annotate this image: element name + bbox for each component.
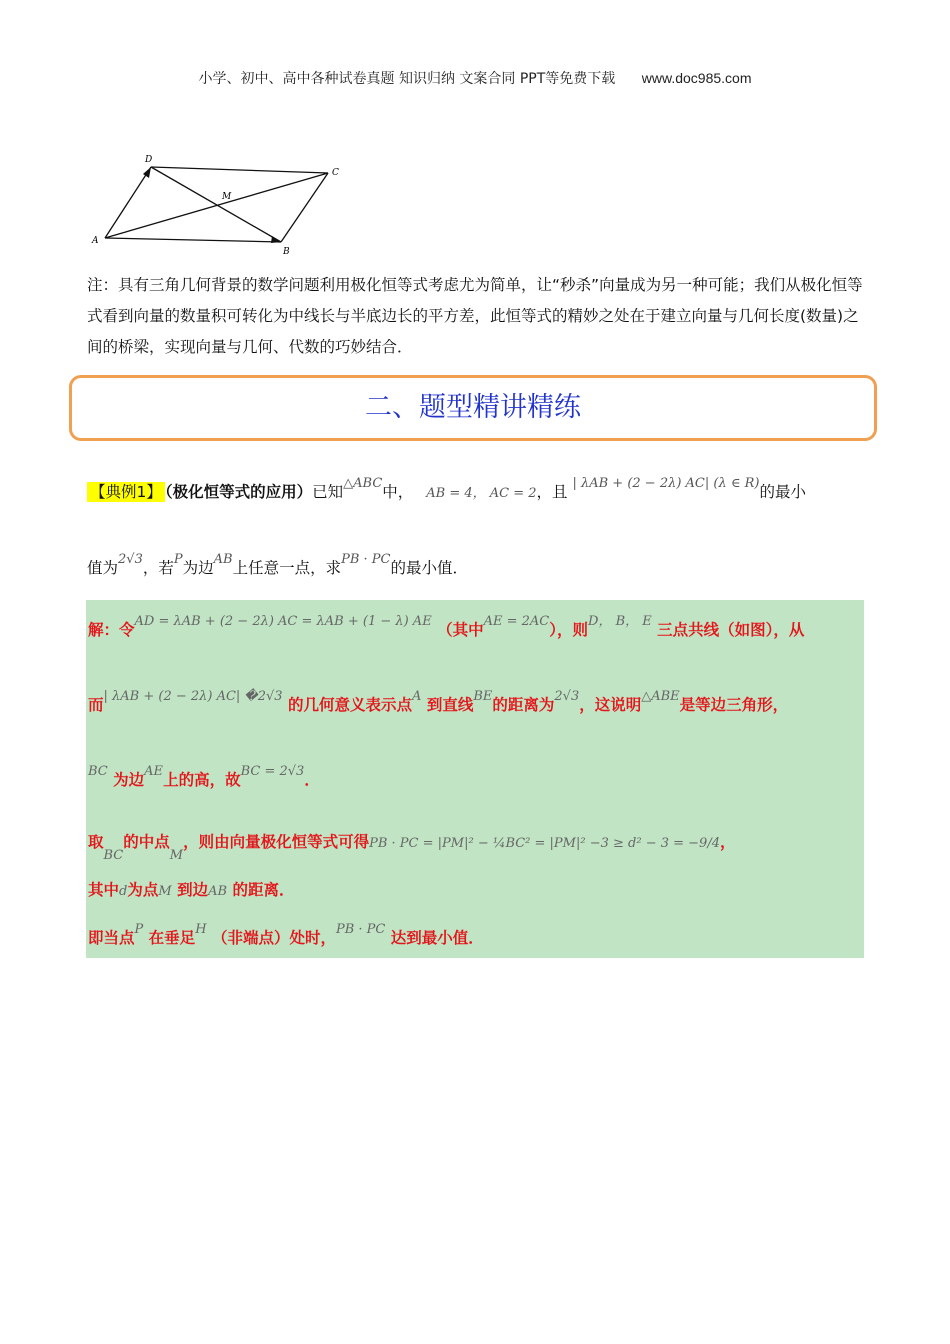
- text: 的最小: [759, 483, 806, 501]
- text: 在垂足: [148, 929, 196, 947]
- math: M: [169, 848, 184, 863]
- text: ，则由向量极化恒等式可得: [183, 833, 370, 851]
- math: PB · PC: [335, 922, 386, 937]
- header-site[interactable]: www.doc985.com: [641, 70, 752, 86]
- math: H: [195, 922, 207, 937]
- math: AD = λAB + (2 − 2λ) AC = λAB + (1 − λ) AE: [134, 614, 432, 629]
- math: D， B， E: [588, 614, 652, 629]
- text: 已知: [312, 483, 344, 501]
- text: 上的高，故: [163, 771, 241, 789]
- text: ，这说明: [579, 696, 642, 714]
- text: 取: [88, 833, 104, 851]
- text: ，: [719, 833, 736, 851]
- text: 的距离．: [232, 881, 295, 899]
- label-m: M: [222, 192, 232, 202]
- math: AB: [213, 552, 233, 567]
- text: 解：令: [88, 621, 135, 639]
- label-b: B: [283, 247, 290, 257]
- solution-box: [86, 600, 864, 958]
- math: 2√3: [118, 552, 143, 567]
- text: 的最小值．: [390, 559, 469, 577]
- parallelogram-figure: [88, 150, 358, 260]
- math: PB · PC: [341, 552, 391, 567]
- text: ，且: [536, 483, 568, 501]
- text: （非端点）处时，: [211, 929, 336, 947]
- label-d: D: [145, 155, 153, 165]
- edge-bc: [281, 173, 328, 242]
- label-a: A: [92, 236, 99, 246]
- text: 到直线: [426, 696, 474, 714]
- text: 为边: [182, 559, 214, 577]
- math: AB = 4， AC = 2: [426, 486, 537, 501]
- example-line-1: [87, 476, 806, 502]
- math: AE = 2AC: [483, 614, 550, 629]
- edge-ab: [105, 238, 281, 242]
- text: （其中: [437, 621, 484, 639]
- label-c: C: [332, 168, 339, 178]
- text: 中，: [382, 483, 414, 501]
- math: | λAB + (2 − 2λ) AC| (λ ∈ R): [572, 476, 760, 491]
- text: 上任意一点，求: [232, 559, 342, 577]
- text: 为点: [127, 881, 159, 899]
- section-title-box: [69, 375, 877, 441]
- math: AE: [144, 764, 164, 779]
- edge-dc: [151, 167, 328, 173]
- text: 的中点: [123, 833, 170, 851]
- text: 到边: [177, 881, 209, 899]
- math: M: [158, 884, 172, 899]
- math: P: [134, 922, 144, 937]
- example-topic: （极化恒等式的应用）: [164, 483, 313, 501]
- section-title: 二、题型精讲精练: [365, 392, 581, 423]
- text: 的距离为: [492, 696, 555, 714]
- text: 是等边三角形，: [679, 696, 789, 714]
- example-line-2: [87, 552, 469, 578]
- text: 三点共线（如图），从: [657, 621, 805, 639]
- math: 2√3: [554, 689, 580, 704]
- note-paragraph: 注：具有三角几何背景的数学问题利用极化恒等式考虑尤为简单，让“秒杀”向量成为另一种可能；我们从极化恒等式看到向量的数量积可转化为中线长与半底边长的平方差，此恒等式的精妙之处在于建立向量与几何长度(数量)之间的桥梁，实现向量与几何、代数的巧妙结合．: [87, 276, 863, 356]
- math: P: [173, 552, 183, 567]
- text: ，若: [142, 559, 174, 577]
- text: 为边: [113, 771, 145, 789]
- text: ．: [304, 771, 320, 789]
- text: 而: [88, 696, 104, 714]
- math: BC: [103, 848, 124, 863]
- solution-line-6: [88, 922, 484, 948]
- page-header: [0, 68, 950, 88]
- text: 达到最小值．: [390, 929, 484, 947]
- math: d: [119, 884, 128, 899]
- solution-line-2: [88, 689, 789, 715]
- text: ），则: [549, 621, 589, 639]
- solution-line-1: [88, 614, 805, 640]
- math: BE: [473, 689, 493, 704]
- math: BC: [88, 764, 108, 779]
- math: | λAB + (2 − 2λ) AC| �2√3: [103, 689, 283, 704]
- text: 其中: [88, 881, 120, 899]
- text: 值为: [87, 559, 119, 577]
- edge-ad: [105, 167, 151, 238]
- diagonal-db: [151, 167, 281, 242]
- math: A: [412, 689, 422, 704]
- math: △ABC: [343, 476, 383, 491]
- math: PB · PC = |PM|² − ¼BC² = |PM|² −3 ≥ d² − 3 = −9/4: [369, 836, 720, 851]
- solution-line-3: [88, 764, 320, 790]
- text: 即当点: [88, 929, 135, 947]
- math: AB: [208, 884, 228, 899]
- solution-line-5: [88, 878, 294, 900]
- header-text: 小学、初中、高中各种试卷真题 知识归纳 文案合同 PPT等免费下载: [198, 71, 616, 87]
- text: 的几何意义表示点: [288, 696, 413, 714]
- math: △ABE: [641, 689, 680, 704]
- solution-line-4: [88, 830, 736, 863]
- math: BC = 2√3: [240, 764, 305, 779]
- arrowhead-b: [271, 236, 281, 243]
- example-tag: 【典例1】: [87, 482, 165, 502]
